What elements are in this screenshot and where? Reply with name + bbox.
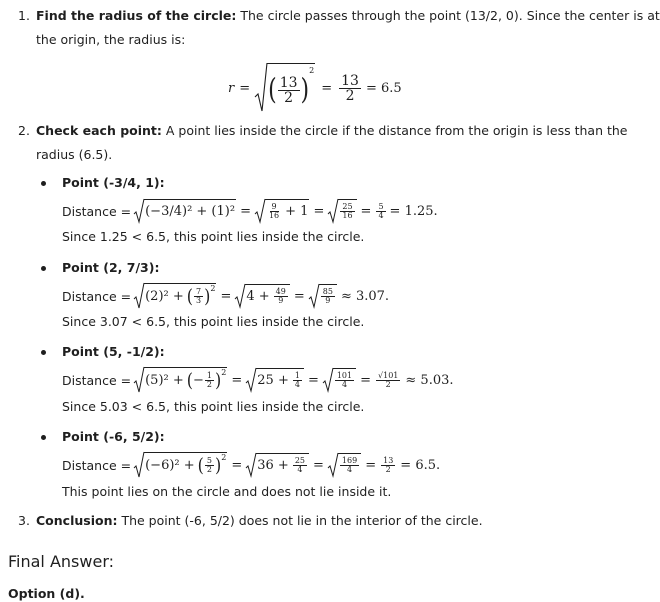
final-heading: Final Answer:: [8, 552, 114, 571]
base-term: (−6)² +: [145, 458, 195, 473]
step-1-text2: the origin, the radius is:: [36, 32, 186, 47]
step-3-text: The point (-6, 5/2) does not lie in the interior of the circle.: [121, 513, 483, 528]
radius-den2: 2: [345, 87, 355, 104]
distance-label: Distance =: [62, 288, 132, 304]
frac-num: 9: [271, 202, 277, 211]
radius-result: = 6.5: [365, 80, 402, 96]
final-answer: Option (d).: [8, 586, 85, 601]
bullet-icon: [41, 435, 46, 440]
frac-num: 25: [342, 202, 353, 211]
frac-num: 1: [294, 371, 300, 380]
frac-num: 169: [341, 456, 358, 465]
step-2-text2: radius (6.5).: [36, 147, 113, 162]
frac-den: 16: [268, 211, 280, 220]
frac-num: 5: [206, 456, 212, 465]
frac-den: 4: [347, 465, 353, 474]
point-3-result: ≈ 5.03.: [405, 372, 454, 388]
step-1-line: [36, 8, 660, 23]
frac-den: 16: [342, 211, 353, 220]
lead-term: 36 +: [257, 458, 289, 473]
radius-den: 2: [284, 90, 294, 106]
frac-num: 5: [378, 201, 384, 211]
distance-label: Distance =: [62, 457, 132, 473]
frac-den: 4: [378, 210, 384, 220]
point-1-distance: Distance = (−3/4)² + (1)² = $\frac{9}{16}$ + 1 = $\frac{25}{16}$ = $\frac{5}{4}$ = 1.25.: [62, 197, 438, 225]
point-2-note: Since 3.07 < 6.5, this point lies inside the circle.: [62, 314, 365, 329]
point-4-note: This point lies on the circle and does not lie inside it.: [62, 484, 392, 499]
base-term: (2)² +: [145, 289, 184, 304]
point-1-note: Since 1.25 < 6.5, this point lies inside the circle.: [62, 229, 365, 244]
lead-term: 25 +: [257, 373, 289, 388]
step-1-number: 1.: [18, 8, 30, 23]
frac-num: 13: [383, 455, 394, 465]
frac-den: 9: [325, 296, 331, 305]
point-4-result: = 6.5.: [400, 457, 441, 473]
step-2-line: [36, 123, 627, 138]
radius-num2: 13: [341, 72, 359, 89]
distance-label: Distance =: [62, 203, 132, 219]
frac-num: √101: [378, 370, 399, 380]
point-4-distance: Distance = (−6)² + ( $\frac{5}{2}$ ) $^2$ = 36 + $\frac{25}{4}$ = $\frac{169}{4}$ = $\frac{13}{2}$ = 6.5.: [62, 451, 440, 479]
radius-lhs: r: [228, 80, 235, 96]
step-1-title: Find the radius of the circle:: [36, 8, 237, 23]
step-1-text: The circle passes through the point (13/2, 0). Since the center is at: [240, 8, 660, 23]
step-3-number: 3.: [18, 513, 30, 528]
radius-exp: 2: [309, 66, 315, 75]
frac-den: 4: [297, 465, 303, 474]
frac-num: 101: [336, 371, 353, 380]
lead-term: 4 +: [246, 289, 270, 304]
point-1-inner: (−3/4)² + (1)²: [144, 199, 236, 223]
sign: −: [193, 373, 204, 388]
frac-den: 3: [196, 296, 202, 305]
frac-den: 2: [385, 464, 391, 474]
radius-equation: r = ( $\frac{13}{2}$ ) 2 = $\frac{13}{2}$ = 6.5: [228, 60, 402, 116]
plus-term: + 1: [285, 204, 309, 219]
base-term: (5)² +: [145, 373, 184, 388]
point-2-label: Point (2, 7/3):: [62, 260, 160, 275]
frac-den: 2: [385, 379, 391, 389]
frac-den: 2: [206, 465, 212, 474]
radius-eq: =: [239, 80, 251, 96]
bullet-icon: [41, 350, 46, 355]
point-1-label: Point (-3/4, 1):: [62, 175, 165, 190]
distance-label: Distance =: [62, 372, 132, 388]
sqrt-icon: [255, 63, 267, 113]
radius-num: 13: [279, 75, 298, 91]
point-3-label: Point (5, -1/2):: [62, 344, 165, 359]
bullet-icon: [41, 181, 46, 186]
step-2-text: A point lies inside the circle if the distance from the origin is less than the: [165, 123, 628, 138]
frac-num: 85: [322, 287, 333, 296]
step-2-number: 2.: [18, 123, 30, 138]
point-1-result: = 1.25.: [389, 203, 438, 219]
point-2-result: ≈ 3.07.: [340, 288, 390, 304]
frac-num: 49: [275, 287, 286, 296]
radius-sqrt: ( $\frac{13}{2}$ ) 2: [255, 63, 315, 113]
point-2-distance: Distance = (2)² + ( $\frac{7}{3}$ ) $^2$ = 4 + $\frac{49}{9}$ = $\frac{85}{9}$ ≈ 3.07.: [62, 282, 389, 310]
step-2-title: Check each point:: [36, 123, 162, 138]
step-3-title: Conclusion:: [36, 513, 118, 528]
frac-num: 25: [294, 456, 306, 465]
bullet-icon: [41, 266, 46, 271]
point-4-label: Point (-6, 5/2):: [62, 429, 165, 444]
frac-num: 1: [206, 371, 213, 380]
point-3-distance: Distance = (5)² + ( − $\frac{1}{2}$ ) $^2$ = 25 + $\frac{1}{4}$ = $\frac{101}{4}$ = $\frac{√101}{2}$ ≈ 5.03.: [62, 366, 454, 394]
frac-den: 9: [278, 296, 284, 305]
frac-den: 2: [206, 380, 213, 389]
point-3-note: Since 5.03 < 6.5, this point lies inside the circle.: [62, 399, 365, 414]
step-3-line: [36, 513, 483, 528]
frac-den: 4: [294, 380, 300, 389]
frac-num: 7: [196, 287, 202, 296]
frac-den: 4: [341, 380, 348, 389]
